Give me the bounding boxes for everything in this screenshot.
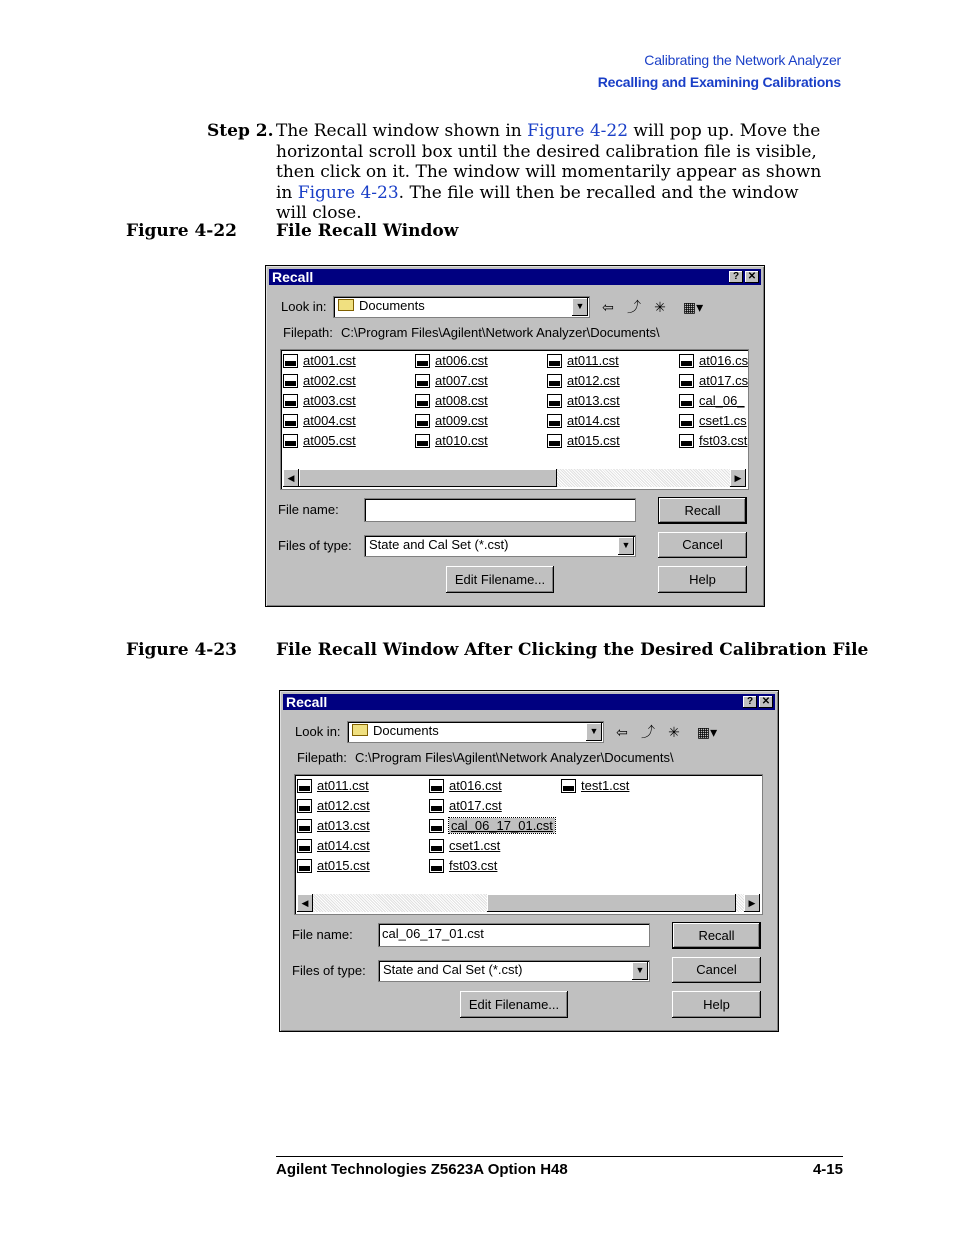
help-icon[interactable]: ?	[743, 696, 757, 708]
file-item[interactable]	[547, 432, 620, 450]
recall-dialog	[265, 265, 765, 607]
recall-button[interactable]: Recall	[672, 922, 761, 949]
file-item[interactable]	[429, 797, 502, 815]
edit-filename-button[interactable]: Edit Filename...	[446, 566, 554, 593]
help-button[interactable]: Help	[658, 566, 747, 593]
file-icon	[679, 354, 694, 368]
dialog-titlebar	[269, 269, 761, 285]
footer-title: Agilent Technologies Z5623A Option H48	[276, 1161, 568, 1178]
up-folder-icon[interactable]: ⤴	[641, 724, 655, 740]
look-in-combo[interactable]	[347, 721, 604, 743]
step-text-part: . The file will then be recalled and the window will close.	[276, 182, 799, 223]
file-item[interactable]	[297, 857, 370, 875]
file-name: at003.cst	[303, 393, 356, 408]
file-list[interactable]	[280, 349, 749, 490]
file-name: at010.cst	[435, 433, 488, 448]
up-folder-icon[interactable]: ⤴	[627, 299, 641, 315]
file-name: test1.cst	[581, 778, 630, 793]
file-item[interactable]	[297, 797, 370, 815]
filepath-value: C:\Program Files\Agilent\Network Analyzer\Documents\	[355, 750, 674, 765]
figure-number: Figure 4-22	[126, 221, 238, 241]
file-icon	[547, 434, 562, 448]
file-item[interactable]	[297, 817, 370, 835]
help-icon[interactable]: ?	[729, 271, 743, 283]
recall-dialog	[279, 690, 779, 1032]
figure-number: Figure 4-23	[126, 640, 238, 660]
file-item[interactable]	[547, 372, 620, 390]
look-in-value: Documents	[373, 723, 439, 738]
file-item[interactable]	[297, 777, 369, 795]
file-item[interactable]	[679, 372, 748, 390]
file-icon	[415, 374, 430, 388]
dialog-titlebar	[283, 694, 775, 710]
file-name: at015.cst	[317, 858, 370, 873]
file-item[interactable]	[547, 412, 620, 430]
file-item[interactable]	[415, 372, 488, 390]
dropdown-arrow-icon[interactable]: ▼	[586, 723, 602, 741]
dialog-title: Recall	[272, 269, 314, 285]
file-item[interactable]	[415, 352, 488, 370]
file-name: at009.cst	[435, 413, 488, 428]
edit-filename-button[interactable]: Edit Filename...	[460, 991, 568, 1018]
file-item[interactable]	[415, 412, 488, 430]
filepath-label: Filepath:	[283, 325, 333, 340]
step-text-part: The Recall window shown in	[276, 121, 528, 141]
file-name: at007.cst	[435, 373, 488, 388]
file-item[interactable]	[547, 352, 619, 370]
look-in-label: Look in:	[295, 724, 341, 739]
file-icon	[297, 819, 312, 833]
file-icon	[547, 374, 562, 388]
files-of-type-label: Files of type:	[292, 963, 366, 978]
file-icon	[679, 374, 694, 388]
scroll-right-icon[interactable]: ▶	[744, 894, 760, 912]
close-icon[interactable]: ✕	[745, 271, 759, 283]
file-name: at013.cst	[567, 393, 620, 408]
running-header-section: Calibrating the Network Analyzer	[644, 52, 841, 68]
horizontal-scrollbar[interactable]	[297, 894, 760, 912]
step-label: Step 2.	[207, 121, 274, 141]
file-name: at017.cst	[449, 798, 502, 813]
file-icon	[297, 799, 312, 813]
file-item[interactable]	[297, 837, 370, 855]
view-menu-icon[interactable]: ▦▾	[682, 299, 704, 315]
file-item[interactable]	[283, 392, 356, 410]
files-of-type-value: State and Cal Set (*.cst)	[383, 962, 523, 977]
files-of-type-select[interactable]	[364, 535, 636, 557]
file-icon	[297, 779, 312, 793]
scroll-left-icon[interactable]: ◀	[283, 469, 299, 487]
scroll-thumb[interactable]	[299, 469, 557, 487]
file-icon	[283, 434, 298, 448]
step-text	[276, 121, 826, 224]
close-icon[interactable]: ✕	[759, 696, 773, 708]
file-name: at011.cst	[317, 778, 369, 793]
file-name: at014.cst	[567, 413, 620, 428]
file-name: cal_06_	[699, 393, 745, 408]
file-item[interactable]	[547, 392, 620, 410]
file-item[interactable]	[679, 432, 747, 450]
file-icon	[297, 839, 312, 853]
file-icon	[429, 799, 444, 813]
filepath-value: C:\Program Files\Agilent\Network Analyzer\Documents\	[341, 325, 660, 340]
file-icon	[415, 354, 430, 368]
file-item[interactable]	[415, 392, 488, 410]
file-name: at006.cst	[435, 353, 488, 368]
file-icon	[679, 414, 694, 428]
file-icon	[547, 354, 562, 368]
step-text-part: will pop up. Move the horizontal scroll box until the desired calibration file is visible, then click on it. The window will momentarily appear as shown in	[276, 121, 822, 203]
file-item[interactable]	[283, 432, 356, 450]
file-name: at017.cs	[699, 373, 749, 388]
file-icon	[429, 779, 444, 793]
file-icon	[547, 394, 562, 408]
file-item[interactable]	[679, 352, 748, 370]
file-name: fst03.cst	[449, 858, 498, 873]
file-name: at012.cst	[567, 373, 620, 388]
folder-icon	[338, 299, 354, 311]
file-list[interactable]	[294, 774, 763, 915]
file-icon	[679, 434, 694, 448]
folder-icon	[352, 724, 368, 736]
file-item[interactable]	[283, 412, 356, 430]
figure-4-22-link[interactable]: Figure 4-22	[527, 121, 629, 141]
files-of-type-label: Files of type:	[278, 538, 352, 553]
file-item[interactable]	[429, 817, 555, 835]
file-name: cset1.cst	[449, 838, 501, 853]
dropdown-arrow-icon[interactable]: ▼	[572, 298, 588, 316]
file-icon	[429, 859, 444, 873]
file-name-input[interactable]: cal_06_17_01.cst	[378, 923, 650, 947]
figure-title: File Recall Window	[276, 221, 459, 241]
horizontal-scrollbar[interactable]	[283, 469, 746, 487]
file-name-label: File name:	[278, 502, 339, 517]
file-icon	[679, 394, 694, 408]
back-arrow-icon[interactable]: ⇦	[616, 724, 628, 740]
file-name: at015.cst	[567, 433, 620, 448]
new-folder-icon[interactable]: ✳	[668, 724, 680, 740]
scroll-thumb[interactable]	[487, 894, 736, 912]
look-in-value: Documents	[359, 298, 425, 313]
file-name-input[interactable]	[364, 498, 636, 522]
file-item[interactable]	[283, 372, 356, 390]
file-name: at002.cst	[303, 373, 356, 388]
cancel-button[interactable]: Cancel	[672, 957, 761, 983]
dropdown-arrow-icon[interactable]: ▼	[618, 537, 634, 555]
file-icon	[297, 859, 312, 873]
files-of-type-select[interactable]	[378, 960, 650, 982]
file-icon	[283, 374, 298, 388]
file-item[interactable]	[429, 857, 497, 875]
file-name: at011.cst	[567, 353, 619, 368]
view-menu-icon[interactable]: ▦▾	[696, 724, 718, 740]
file-icon	[283, 414, 298, 428]
file-name: at016.cs	[699, 353, 749, 368]
file-item[interactable]	[561, 777, 629, 795]
filepath-label: Filepath:	[297, 750, 347, 765]
dialog-title: Recall	[286, 694, 328, 710]
file-item[interactable]	[283, 352, 356, 370]
look-in-combo[interactable]	[333, 296, 590, 318]
file-item[interactable]	[429, 777, 502, 795]
file-name: at005.cst	[303, 433, 356, 448]
file-icon	[415, 394, 430, 408]
file-icon	[561, 779, 576, 793]
help-button[interactable]: Help	[672, 991, 761, 1018]
file-name: at008.cst	[435, 393, 488, 408]
scroll-right-icon[interactable]: ▶	[730, 469, 746, 487]
file-name: fst03.cst	[699, 433, 748, 448]
file-item[interactable]	[679, 412, 747, 430]
scroll-left-icon[interactable]: ◀	[297, 894, 313, 912]
file-name-label: File name:	[292, 927, 353, 942]
look-in-label: Look in:	[281, 299, 327, 314]
dropdown-arrow-icon[interactable]: ▼	[632, 962, 648, 980]
file-name: at004.cst	[303, 413, 356, 428]
file-name: at016.cst	[449, 778, 502, 793]
file-icon	[429, 819, 444, 833]
file-name: at013.cst	[317, 818, 370, 833]
footer-rule	[276, 1156, 843, 1157]
file-icon	[415, 414, 430, 428]
figure-4-23-link[interactable]: Figure 4-23	[297, 182, 399, 203]
file-name: at001.cst	[303, 353, 356, 368]
figure-title: File Recall Window After Clicking the Desired Calibration File	[276, 640, 869, 660]
file-name: cset1.cs	[699, 413, 747, 428]
file-item[interactable]	[429, 837, 500, 855]
file-item[interactable]	[415, 432, 488, 450]
back-arrow-icon[interactable]: ⇦	[602, 299, 614, 315]
file-icon	[547, 414, 562, 428]
file-name: at012.cst	[317, 798, 370, 813]
file-name: at014.cst	[317, 838, 370, 853]
new-folder-icon[interactable]: ✳	[654, 299, 666, 315]
file-item[interactable]	[679, 392, 745, 410]
file-icon	[415, 434, 430, 448]
files-of-type-value: State and Cal Set (*.cst)	[369, 537, 509, 552]
file-icon	[283, 354, 298, 368]
file-name: cal_06_17_01.cst	[451, 818, 553, 833]
file-icon	[283, 394, 298, 408]
running-header-subsection: Recalling and Examining Calibrations	[597, 74, 841, 90]
cancel-button[interactable]: Cancel	[658, 532, 747, 558]
recall-button[interactable]: Recall	[658, 497, 747, 524]
file-icon	[429, 839, 444, 853]
page-number: 4-15	[812, 1161, 843, 1178]
